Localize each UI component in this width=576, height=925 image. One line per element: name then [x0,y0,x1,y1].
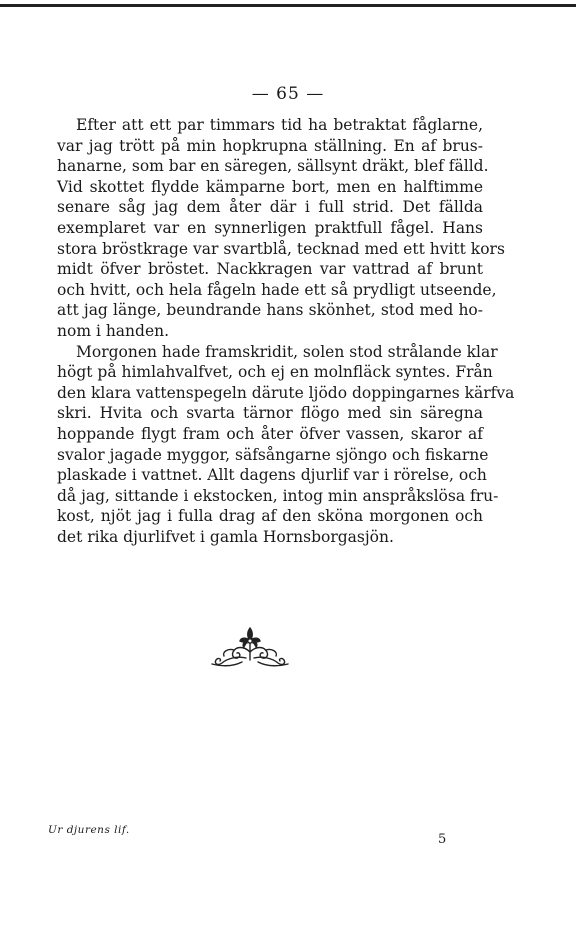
text-line: svalor jagade myggor, säfsångarne sjöngo och fiskarne [57,445,489,464]
top-rule [0,4,576,7]
text-line: hanarne, som bar en säregen, sällsynt dräkt, blef fälld. [57,157,489,176]
text-line: att jag länge, beundrande hans skönhet, stod med ho- [57,301,483,320]
text-line: och hvitt, och hela fågeln hade ett så prydligt utseende, [57,280,497,299]
floral-vignette-icon [200,622,300,672]
text-line: plaskade i vattnet. Allt dagens djurlif var i rörelse, och [57,466,487,485]
paragraph-1 [57,115,505,342]
text-line: kost, njöt jag i fulla drag af den sköna morgonen och [57,507,483,526]
page-number: — 65 — [251,84,325,104]
text-line: hoppande flygt fram och åter öfver vassen, skaror af [57,424,483,443]
text-line: midt öfver bröstet. Nackkragen var vattrad af brunt [57,260,483,279]
text-line: Vid skottet flydde kämparne bort, men en halftimme [57,177,483,196]
text-line: högt på himlahvalfvet, och ej en molnfläck syntes. Från [57,363,493,382]
text-line: skri. Hvita och svarta tärnor flögo med sin säregna [57,404,483,423]
text-line: exemplaret var en synnerligen praktfull fågel. Hans [57,218,483,237]
text-line: nom i handen. [57,321,170,340]
signature-mark: Ur djurens lif. [48,824,130,836]
text-line: det rika djurlifvet i gamla Hornsborgasjön. [57,527,394,546]
paragraph-2 [57,342,515,548]
text-line: stora bröstkrage var svartblå, tecknad med ett hvitt kors [57,239,505,258]
text-line: Efter att ett par timmars tid ha betraktat fåglarne, [76,116,483,134]
text-line: då jag, sittande i ekstocken, intog min anspråkslösa fru- [57,486,499,505]
text-line: Morgonen hade framskridit, solen stod strålande klar [76,342,498,361]
text-line: senare såg jag dem åter där i full strid. Det fällda [57,198,483,217]
body-text [57,115,515,547]
sheet-number: 5 [438,832,447,847]
text-line: den klara vattenspegeln därute ljödo doppingarnes kärfva [57,383,515,402]
text-line: var jag trött på min hopkrupna ställning. En af brus- [57,136,483,155]
